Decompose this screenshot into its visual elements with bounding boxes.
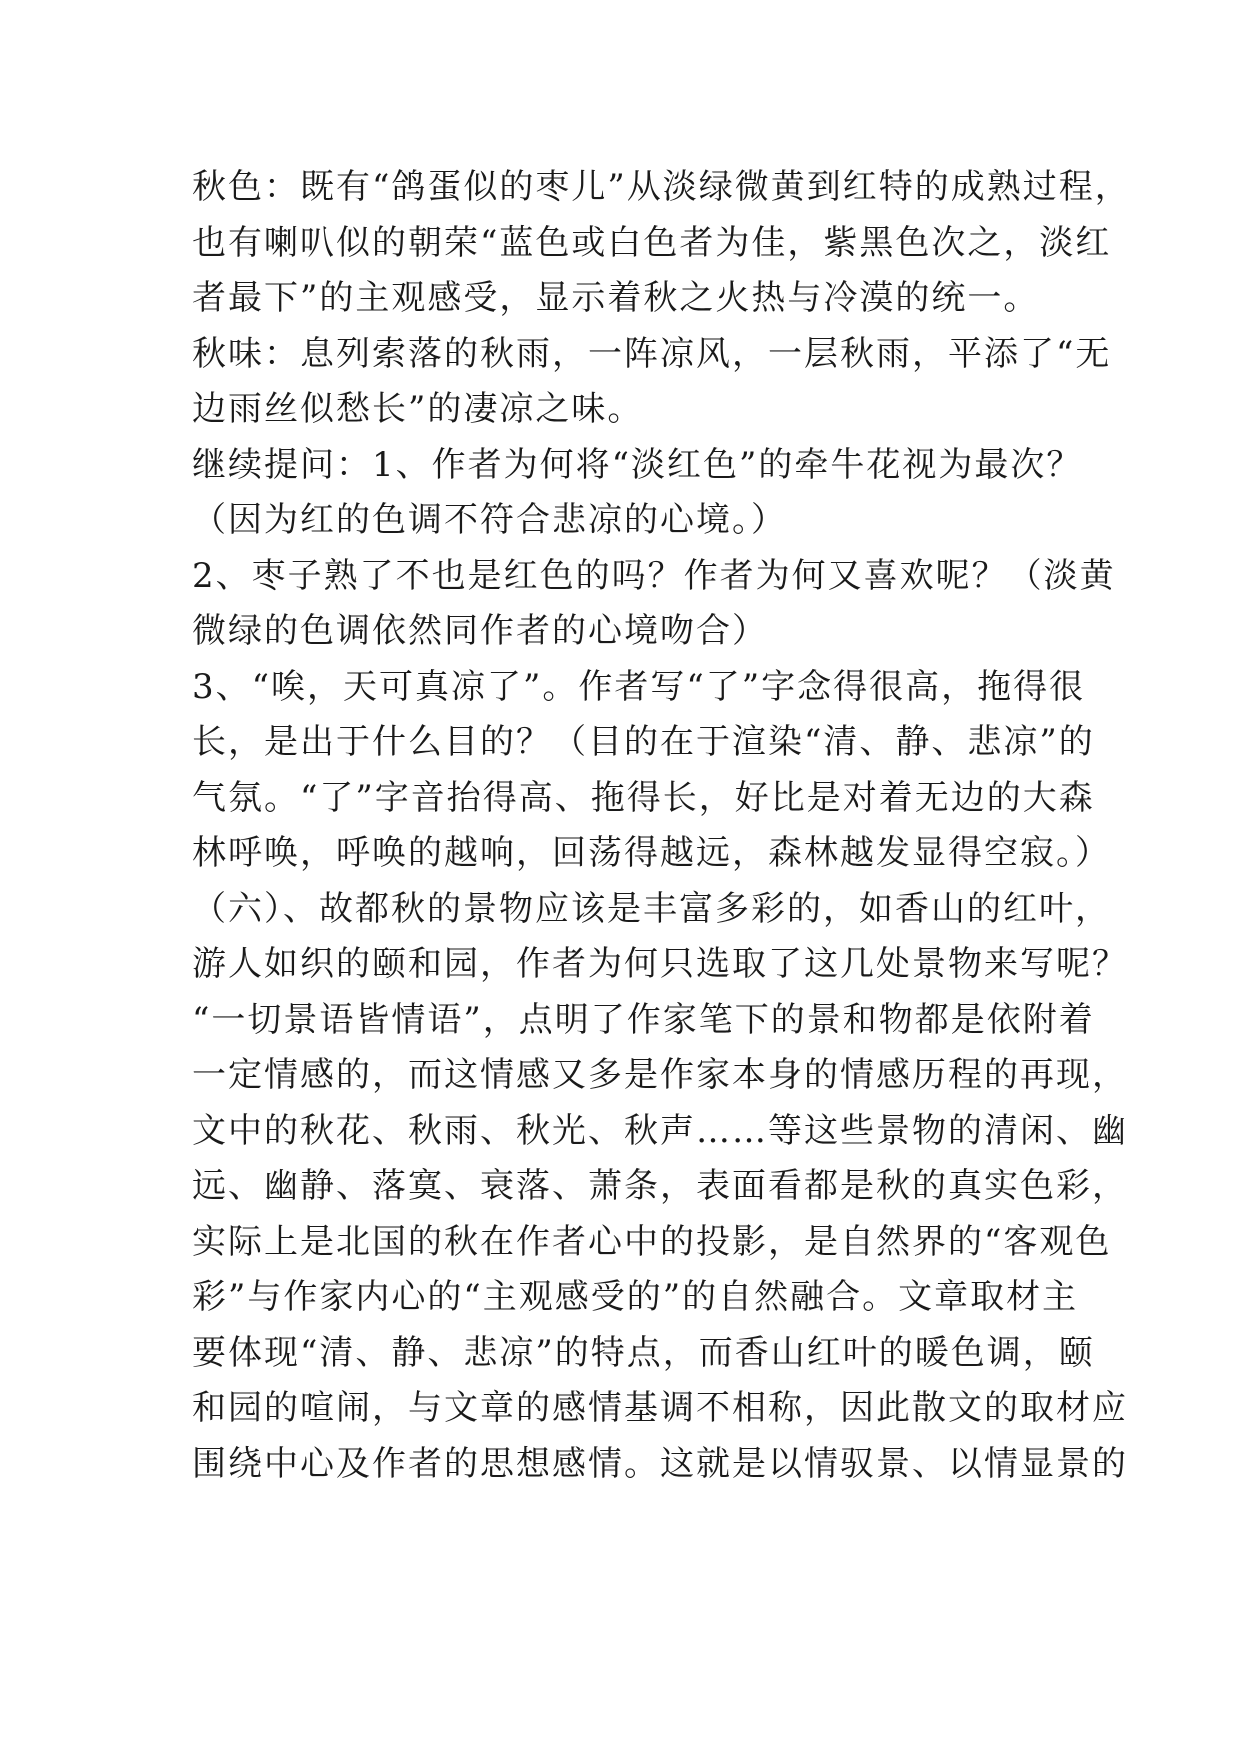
body-text [192,160,1131,1492]
text-line: 微绿的色调依然同作者的心境吻合） [192,611,768,651]
text-line: 边雨丝似愁长”的凄凉之味。 [192,389,644,429]
text-line: 彩”与作家内心的“主观感受的”的自然融合。文章取材主 [192,1277,1079,1317]
text-line: 气氛。“了”字音抬得高、拖得长，好比是对着无边的大森 [192,777,1095,818]
text-line: 要体现“清、静、悲凉”的特点，而香山红叶的暖色调，颐 [192,1332,1095,1373]
text-line: （因为红的色调不符合悲凉的心境。） [192,500,787,540]
text-line: （六）、故都秋的景物应该是丰富多彩的，如香山的红叶， [192,888,1111,929]
text-line: 秋味：息列索落的秋雨，一阵凉风，一层秋雨，平添了“无 [192,333,1112,374]
text-line: 围绕中心及作者的思想感情。这就是以情驭景、以情显景的 [192,1443,1128,1484]
text-line: 秋色：既有“鸽蛋似的枣儿”从淡绿微黄到红特的成熟过程， [192,167,1131,207]
text-line: 文中的秋花、秋雨、秋光、秋声……等这些景物的清闲、幽 [192,1110,1128,1151]
text-line: 继续提问：1、作者为何将“淡红色”的牵牛花视为最次？ [192,444,1083,485]
text-line: 也有喇叭似的朝荣“蓝色或白色者为佳，紫黑色次之，淡红 [192,222,1112,263]
text-line: 者最下”的主观感受，显示着秋之火热与冷漠的统一。 [192,278,1040,318]
text-line: 一定情感的，而这情感又多是作家本身的情感历程的再现， [192,1055,1128,1095]
text-line: 远、幽静、落寞、衰落、萧条，表面看都是秋的真实色彩， [192,1166,1128,1206]
text-line: “一切景语皆情语”，点明了作家笔下的景和物都是依附着 [192,999,1095,1040]
text-line: 和园的喧闹，与文章的感情基调不相称，因此散文的取材应 [192,1388,1128,1428]
text-line: 2、枣子熟了不也是红色的吗？作者为何又喜欢呢？（淡黄 [192,555,1116,596]
text-line: 实际上是北国的秋在作者心中的投影，是自然界的“客观色 [192,1221,1112,1262]
text-line: 游人如织的颐和园，作者为何只选取了这几处景物来写呢？ [192,944,1128,984]
text-line: 长，是出于什么目的？（目的在于渲染“清、静、悲凉”的 [192,722,1095,762]
text-line: 林呼唤，呼唤的越响，回荡得越远，森林越发显得空寂。） [192,833,1111,873]
text-line: 3、“唉，天可真凉了”。作者写“了”字念得很高，拖得很 [192,666,1086,707]
